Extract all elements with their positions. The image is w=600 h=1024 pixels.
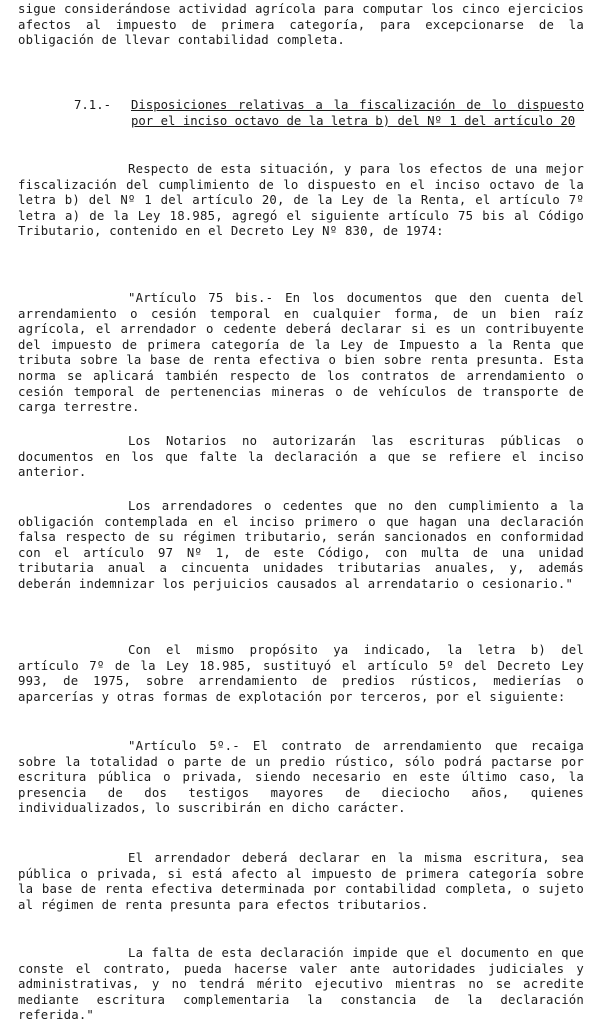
paragraph-proposito: Con el mismo propósito ya indicado, la letra b) del artículo 7º de la Ley 18.985, sustituyó el artículo 5º del Decreto Ley 993, de 1975, sobre arrendamiento de predios rústicos, medierías o aparcerías y otras formas de explotación por terceros, por el siguiente: (18, 643, 584, 704)
paragraph-intro: sigue considerándose actividad agrícola para computar los cinco ejercicios afectos al impuesto de primera categoría, para excepcionarse de la obligación de llevar contabilidad completa. (18, 2, 584, 48)
section-number: 7.1.- (74, 98, 112, 112)
section-title: Disposiciones relativas a la fiscalización de lo dispuesto por el inciso octavo de la letra b) del Nº 1 del artículo 20 (131, 98, 584, 128)
paragraph-falta-declaracion: La falta de esta declaración impide que el documento en que conste el contrato, pueda hacerse valer ante autoridades judiciales y administrativas, y no tendrá mérito ejecutivo mientras no se acredite mediante escritura complementaria la constancia de la declaración referida." (18, 946, 584, 1023)
quote-article-5: "Artículo 5º.- El contrato de arrendamiento que recaiga sobre la totalidad o parte de un predio rústico, sólo podrá pactarse por escritura pública o privada, siendo necesario en este último caso, la presencia de dos testigos mayores de dieciocho años, quienes individualizados, lo suscribirán en dicho carácter. (18, 739, 584, 816)
quote-article-75-bis: "Artículo 75 bis.- En los documentos que den cuenta del arrendamiento o cesión temporal en cualquier forma, de un bien raíz agrícola, el arrendador o cedente deberá declarar si es un contribuyente del impuesto de primera categoría de la Ley de Impuesto a la Renta que tributa sobre la base de renta efectiva o bien sobre renta presunta. Esta norma se aplicará también respecto de los contratos de arrendamiento o cesión temporal de pertenencias mineras o de vehículos de transporte de carga terrestre. (18, 291, 584, 415)
paragraph-declaracion: El arrendador deberá declarar en la misma escritura, sea pública o privada, si está afecto al impuesto de primera categoría sobre la base de renta efectiva determinada por contabilidad completa, o sujeto al régimen de renta presunta para efectos tributarios. (18, 851, 584, 912)
paragraph-context: Respecto de esta situación, y para los efectos de una mejor fiscalización del cumplimiento de lo dispuesto en el inciso octavo de la letra b) del Nº 1 del artículo 20, de la Ley de la Renta, el artículo 7º letra a) de la Ley 18.985, agregó el siguiente artículo 75 bis al Código Tributario, contenido en el Decreto Ley Nº 830, de 1974: (18, 162, 584, 239)
paragraph-notarios: Los Notarios no autorizarán las escrituras públicas o documentos en los que falte la declaración a que se refiere el inciso anterior. (18, 434, 584, 480)
section-heading (74, 98, 584, 129)
paragraph-sanciones: Los arrendadores o cedentes que no den cumplimiento a la obligación contemplada en el inciso primero o que hagan una declaración falsa respecto de su régimen tributario, serán sancionados en conformidad con el artículo 97 Nº 1, de este Código, con multa de una unidad tributaria anual a cincuenta unidades tributarias anuales, y, además deberán indemnizar los perjuicios causados al arrendatario o cesionario." (18, 499, 584, 591)
